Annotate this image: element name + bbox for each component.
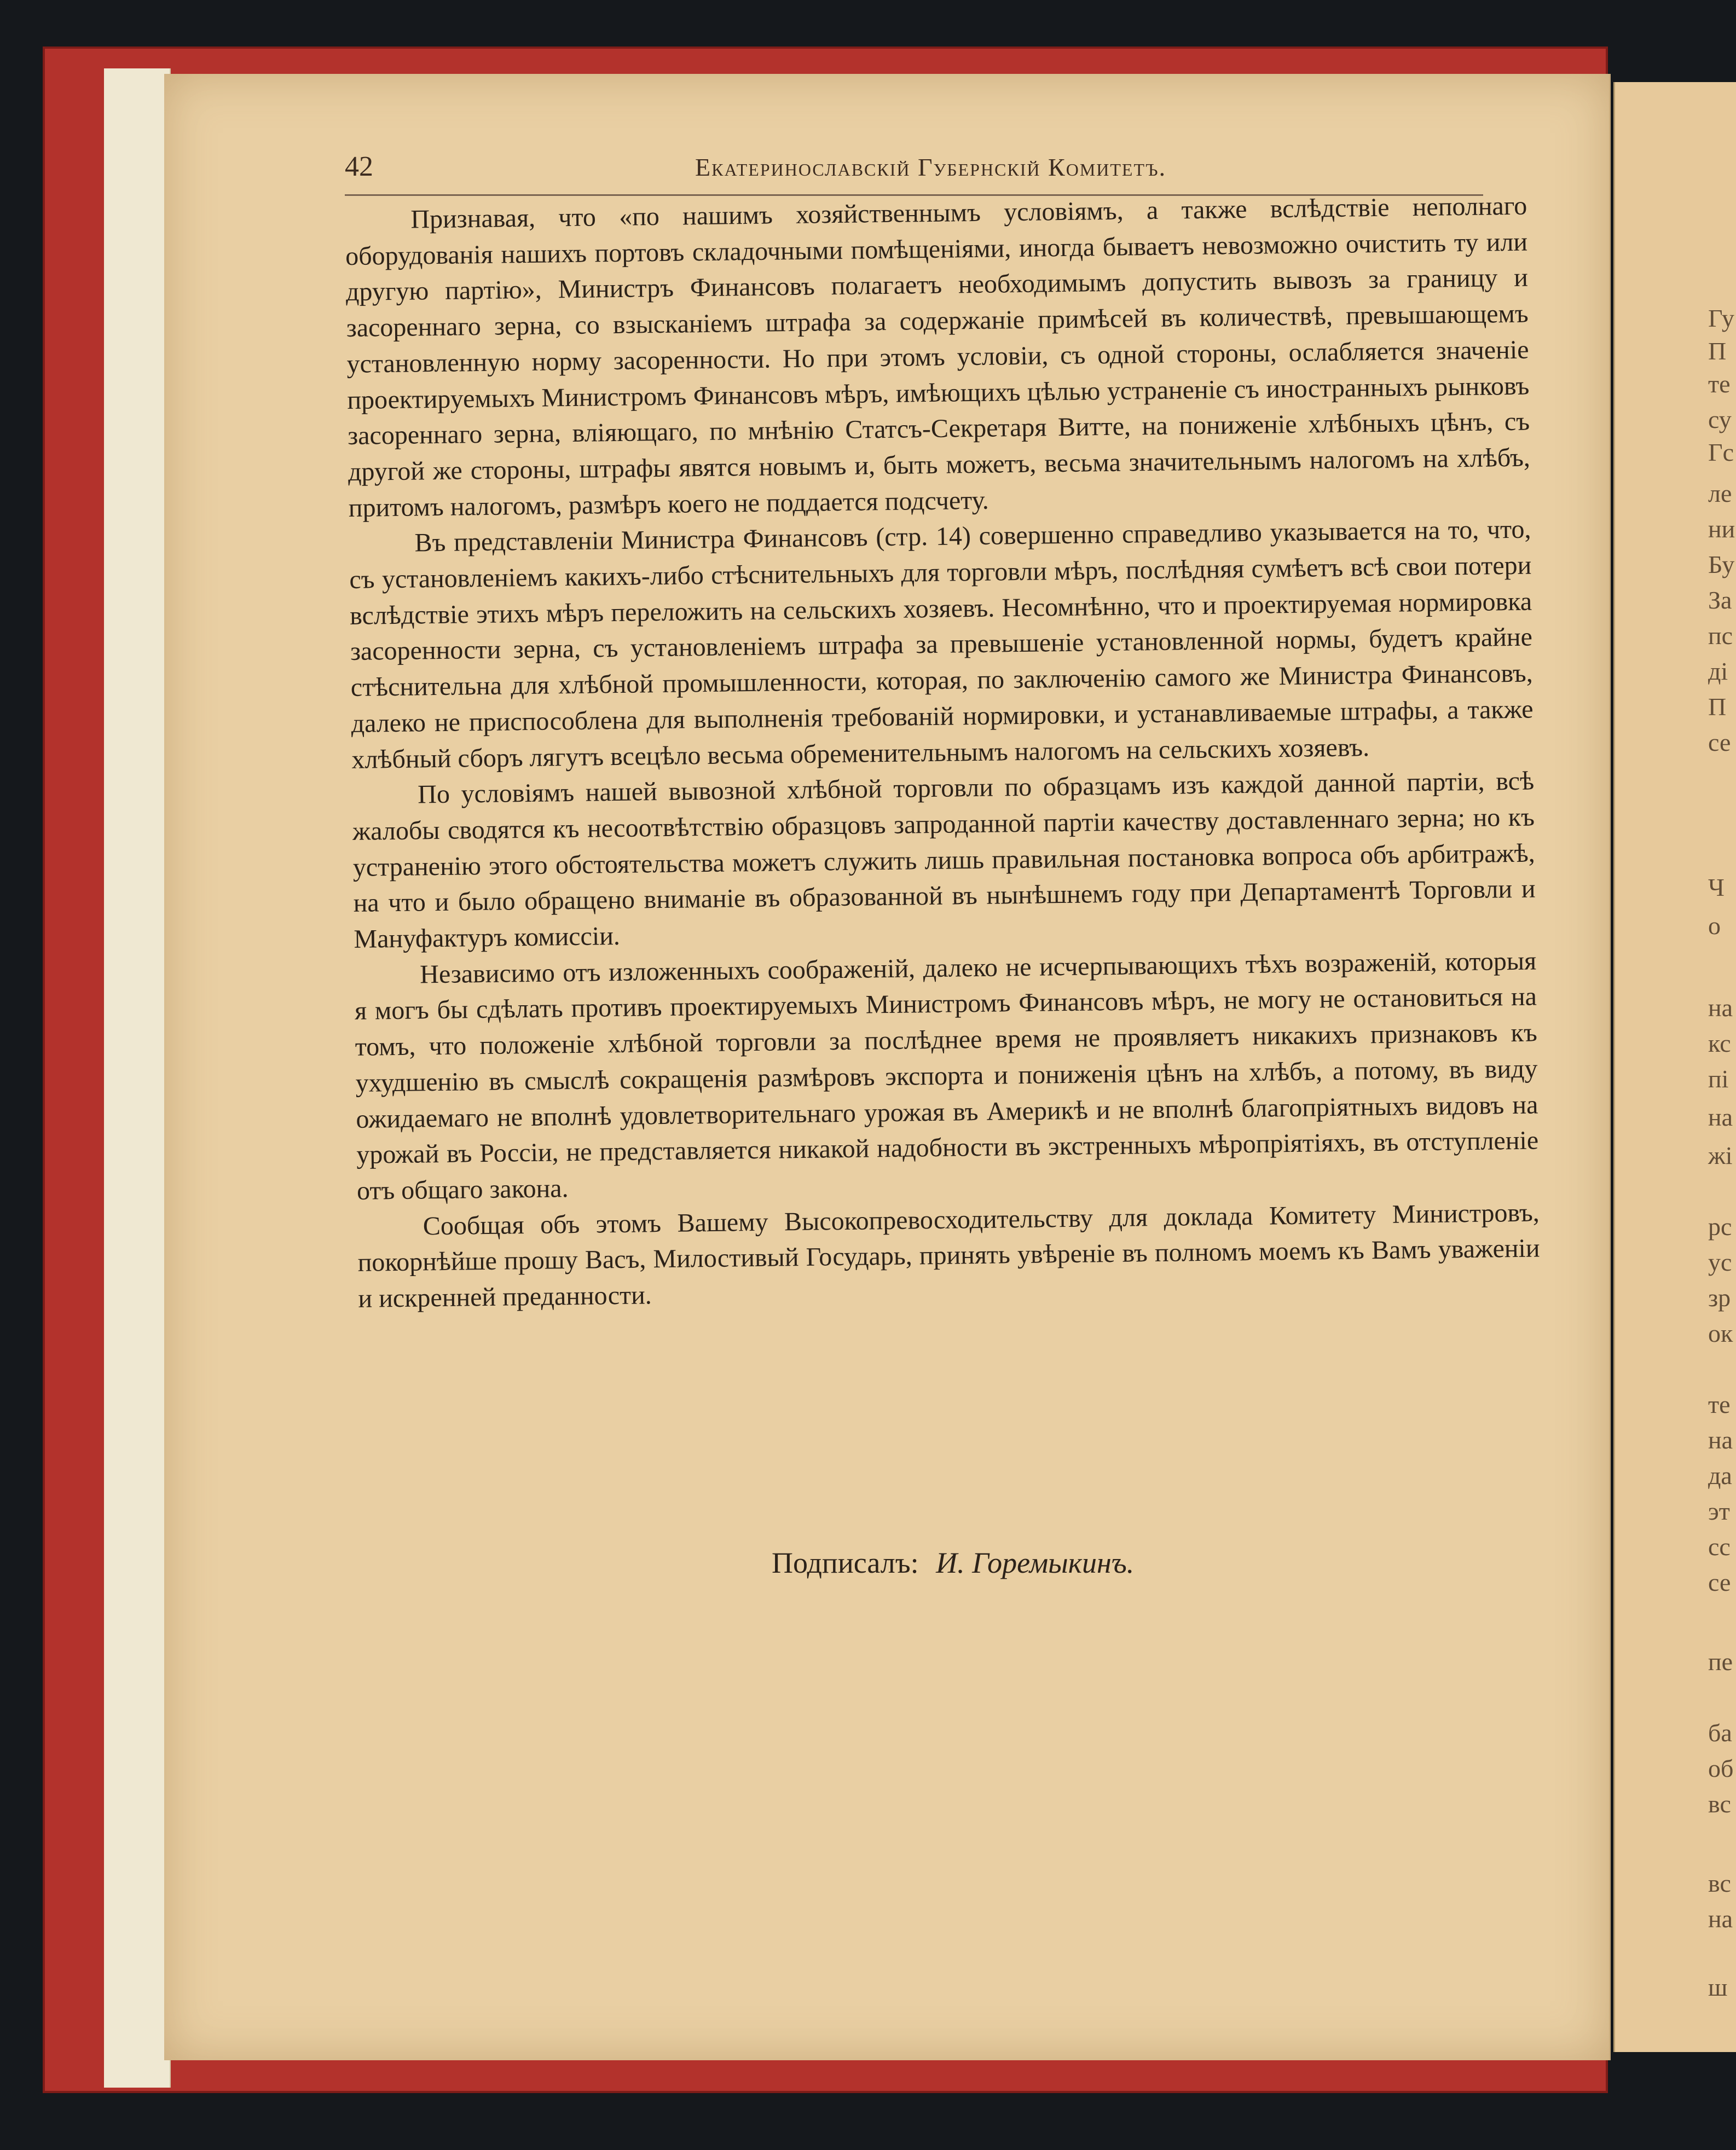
next-page-fragment: ба [1708,1719,1732,1747]
next-page-fragment: се [1708,728,1731,756]
next-page-fragment: об [1708,1754,1734,1782]
next-page-fragment: П [1708,337,1727,365]
next-page-fragment: ус [1708,1248,1732,1276]
signature-line [772,1546,1134,1580]
next-page-fragment: на [1708,1426,1733,1454]
next-page-fragment: ді [1708,657,1728,685]
next-page-edge [1613,82,1736,2052]
next-page-fragment: Бу [1708,550,1735,578]
next-page-fragment: пе [1708,1648,1733,1676]
next-page-fragment: пс [1708,622,1733,650]
next-page-fragment: су [1708,405,1732,433]
next-page-fragment: пі [1708,1065,1729,1093]
next-page-fragment: рс [1708,1213,1732,1241]
next-page-fragment: на [1708,994,1733,1022]
page-number: 42 [345,151,373,182]
next-page-fragment: эт [1708,1497,1730,1525]
paragraph: Въ представленіи Министра Финансовъ (стр. 14) совершенно справедливо указывается на то, что, съ установленіемъ какихъ-либо стѣснительныхъ для торговли мѣръ, послѣдняя сумѣетъ всѣ свои потери вслѣдствіе этихъ мѣръ переложить на сельскихъ хозяевъ. Несомнѣнно, что и проектируемая нормировка засоренности зерна, съ установленіемъ штрафа за превышеніе установленной нормы, будетъ крайне стѣснительна для хлѣбной промышленности, которая, по заключенію самого же Министра Финансовъ, далеко не приспособлена для выполненія требованій нормировки, и устанавливаемые штрафы, а также хлѣбный сборъ лягутъ всецѣло весьма обременительнымъ налогомъ на сельскихъ хозяевъ. [349,514,1534,774]
next-page-fragment: ни [1708,515,1735,543]
document-page [164,74,1611,2060]
next-page-fragment: се [1708,1568,1731,1596]
signature-label: Подписалъ: [772,1546,919,1579]
letter-body [345,188,1541,1317]
next-page-fragment: те [1708,370,1731,398]
signature-name: И. Горемыкинъ. [936,1546,1135,1579]
next-page-fragment: да [1708,1462,1732,1490]
next-page-fragment: на [1708,1905,1733,1933]
next-page-fragment: вс [1708,1790,1731,1818]
next-page-fragment: зр [1708,1284,1731,1312]
next-page-fragment: кс [1708,1029,1731,1057]
next-page-fragment: ле [1708,479,1732,507]
next-page-fragment: жі [1708,1141,1733,1169]
next-page-fragment: Гу [1708,304,1734,332]
next-page-fragment: За [1708,586,1732,614]
next-page-fragment: вс [1708,1869,1731,1897]
paragraph: Признавая, что «по нашимъ хозяйственнымъ условіямъ, а также вслѣдствіе неполнаго оборудованія нашихъ портовъ складочными помѣщеніями, иногда бываетъ невозможно очистить ту или другую партію», Министръ Финансовъ полагаетъ необходимымъ допустить вывозъ за границу и засореннаго зерна, со взысканіемъ штрафа за содержаніе примѣсей въ количествѣ, превышающемъ установленную норму засоренности. Но при этомъ условіи, съ одной стороны, ослабляется значеніе проектируемыхъ Министромъ Финансовъ мѣръ, имѣющихъ цѣлью устраненіе съ иностранныхъ рынковъ засореннаго зерна, вліяющаго, по мнѣнію Статсъ-Секретаря Витте, на пониженіе хлѣбныхъ цѣнъ, съ другой же стороны, штрафы явятся новымъ и, быть можетъ, весьма значительнымъ налогомъ на хлѣбъ, притомъ налогомъ, размѣръ коего не поддается подсчету. [345,191,1531,523]
next-page-fragment: ш [1708,1973,1728,2001]
next-page-fragment: на [1708,1103,1733,1131]
running-title: Екатеринославскій Губернскій Комитетъ. [695,153,1167,181]
paragraph: Сообщая объ этомъ Вашему Высокопревосходительству для доклада Комитету Министровъ, покорнѣйше прошу Васъ, Милостивый Государь, принять увѣреніе въ полномъ моемъ къ Вамъ уваженіи и искренней преданности. [357,1198,1540,1313]
next-page-fragment: о [1708,912,1721,940]
next-page-fragment: сс [1708,1533,1731,1561]
paragraph: Независимо отъ изложенныхъ соображеній, далеко не исчерпывающихъ тѣхъ возраженій, которыя я могъ бы сдѣлать противъ проектируемыхъ Министромъ Финансовъ мѣръ, не могу не остановиться на томъ, что положеніе хлѣбной торговли за послѣднее время не проявляетъ никакихъ признаковъ къ ухудшенію въ смыслѣ сокращенія размѣровъ экспорта и пониженія цѣнъ на хлѣбъ, а потому, въ виду ожидаемаго не вполнѣ удовлетворительнаго урожая въ Америкѣ и не вполнѣ благопріятныхъ видовъ на урожай въ Россіи, не представляется никакой надобности въ экстренныхъ мѣропріятіяхъ, въ отступленіе отъ общаго закона. [354,946,1539,1206]
next-page-fragment: П [1708,693,1727,721]
page-header [345,134,1483,196]
next-page-fragment: Ч [1708,873,1725,901]
paragraph: По условіямъ нашей вывозной хлѣбной торговли по образцамъ изъ каждой данной партіи, всѣ жалобы сводятся къ несоотвѣтствію образцовъ запроданной партіи качеству доставленнаго зерна; но къ устраненію этого обстоятельства можетъ служить лишь правильная постановка вопроса объ арбитражѣ, на что и было обращено вниманіе въ образованной въ нынѣшнемъ году при Департаментѣ Торговли и Мануфактуръ комиссіи. [352,766,1536,954]
book-page-edges [104,68,171,2088]
next-page-fragment: те [1708,1390,1731,1418]
next-page-fragment: ок [1708,1319,1733,1347]
next-page-fragment: Гс [1708,438,1734,466]
